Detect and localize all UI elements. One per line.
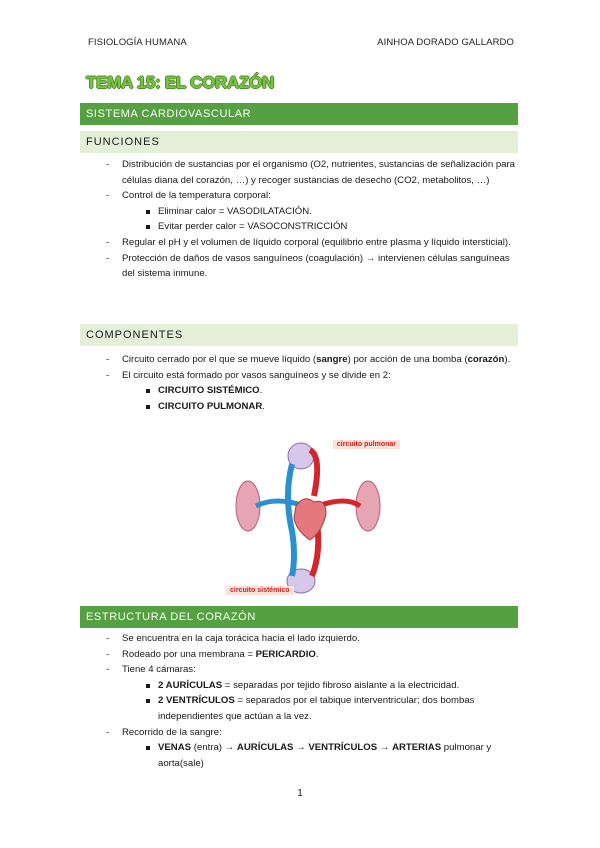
vena-cava-vessel xyxy=(288,464,294,576)
funciones-list xyxy=(80,157,520,282)
sub-list-item: Evitar perder calor = VASOCONSTRICCIÓN xyxy=(80,219,520,235)
list-item: - Distribución de sustancias por el organismo (O2, nutrientes, sustancias de señalización para células diana del corazón, …) y recoger sustancias de desecho (CO2, metabolitos, …) xyxy=(80,157,520,188)
list-item: - Regular el pH y el volumen de líquido corporal (equilibrio entre plasma y líquido intersticial). xyxy=(80,235,520,251)
estructura-list xyxy=(80,631,520,771)
circulation-diagram-svg xyxy=(226,436,402,606)
sub-list-item: CIRCUITO SISTÉMICO. xyxy=(80,383,520,399)
sub-list-item: VENAS (entra) → AURÍCULAS → VENTRÍCULOS → ARTERIAS pulmonar y aorta(sale) xyxy=(80,740,520,771)
heart-shape xyxy=(294,499,326,540)
sub-list-item: CIRCUITO PULMONAR. xyxy=(80,399,520,415)
list-item: - Circuito cerrado por el que se mueve líquido (sangre) por acción de una bomba (corazón). xyxy=(80,352,520,368)
section-funciones: FUNCIONES xyxy=(80,131,518,153)
pulmonary-circuit-tag: circuito pulmonar xyxy=(333,440,400,449)
section-sistema-cardiovascular: SISTEMA CARDIOVASCULAR xyxy=(80,103,518,125)
sub-list-item: 2 AURÍCULAS = separadas por tejido fibroso aislante a la electricidad. xyxy=(80,678,520,694)
list-item: - Control de la temperatura corporal: xyxy=(80,188,520,204)
page-number: 1 xyxy=(297,788,303,799)
list-item: - Tiene 4 cámaras: xyxy=(80,662,520,678)
section-estructura: ESTRUCTURA DEL CORAZÓN xyxy=(80,606,518,628)
list-item: - El circuito está formado por vasos sanguíneos y se divide en 2: xyxy=(80,368,520,384)
header-author: AINHOA DORADO GALLARDO xyxy=(377,37,514,48)
list-item: - Rodeado por una membrana = PERICARDIO. xyxy=(80,647,520,663)
page-title: TEMA 15: EL CORAZÓN xyxy=(86,73,274,92)
list-item: - Se encuentra en la caja torácica hacia el lado izquierdo. xyxy=(80,631,520,647)
sub-list-item: Eliminar calor = VASODILATACIÓN. xyxy=(80,204,520,220)
list-item: - Recorrido de la sangre: xyxy=(80,725,520,741)
sub-list-item: 2 VENTRÍCULOS = separados por el tabique interventricular; dos bombas independientes que actúan a la vez. xyxy=(80,693,520,724)
circulation-diagram xyxy=(226,436,402,606)
list-item: - Protección de daños de vasos sanguíneos (coagulación) → intervienen células sanguíneas del sistema inmune. xyxy=(80,251,520,282)
section-componentes: COMPONENTES xyxy=(80,324,518,346)
systemic-circuit-tag: circuito sistémico xyxy=(226,586,294,595)
componentes-list xyxy=(80,352,520,414)
header-course: FISIOLOGÍA HUMANA xyxy=(88,37,187,48)
